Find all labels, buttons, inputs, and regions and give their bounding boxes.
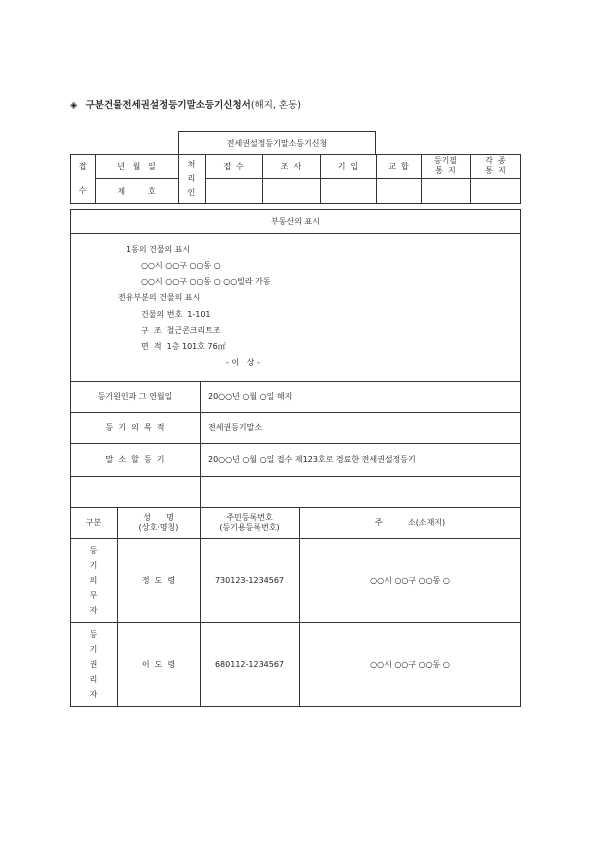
- blank-label: [70, 476, 200, 507]
- parties-header-address: 주 소(소재지): [374, 518, 446, 527]
- building-address-2: ○○시 ○○구 ○○동 ○ ○○빌라 가동: [141, 277, 271, 286]
- cause-value: 20○○년 ○월 ○일 해지: [208, 392, 293, 401]
- obligee-role: 등 기 권 리 자: [89, 630, 98, 699]
- col-registration-notice: 등기필 통 지: [433, 156, 458, 175]
- cause-label: 등기원인과 그 연월일: [97, 392, 173, 401]
- diamond-bullet-icon: ◈: [70, 100, 78, 111]
- cancel-registration-value: 20○○년 ○월 ○일 접수 제123호로 경료한 전세권설정등기: [208, 455, 416, 464]
- col-investigation: 조 사: [280, 161, 302, 171]
- end-mark: - 이 상 -: [226, 358, 260, 367]
- col-reception: 접 수: [223, 161, 244, 171]
- building-address-1: ○○시 ○○구 ○○동 ○: [141, 261, 221, 270]
- purpose-label: 등 기 의 목 적: [105, 423, 165, 432]
- unit-heading: 전유부분의 건물의 표시: [118, 293, 201, 302]
- obligor-name: 정 도 령: [141, 575, 176, 585]
- obligee-id: 680112-1234567: [214, 660, 285, 669]
- col-verification: 교 합: [388, 161, 409, 171]
- obligor-role: 등 기 의 무 자: [89, 545, 98, 615]
- building-heading: 1동의 건물의 표시: [126, 245, 191, 254]
- title-text: 구분건물전세권설정등기말소등기신청서: [85, 100, 251, 111]
- reception-label: 접 수: [78, 162, 87, 195]
- application-type-label: 전세권설정등기말소등기신청: [226, 138, 328, 148]
- parties-header-category: 구분: [85, 518, 102, 527]
- obligee-address: ○○시 ○○구 ○○동 ○: [370, 660, 450, 669]
- obligee-name: 이 도 령: [141, 660, 176, 669]
- processor-label: 처 리 인: [187, 160, 196, 197]
- col-various-notice: 각 종 통 지: [485, 156, 506, 175]
- unit-structure: 구 조 철근콘크리트조: [141, 326, 221, 335]
- parties-header-id: 주민등록번호 (등기용등록번호): [219, 512, 280, 532]
- obligor-id: 730123-1234567: [214, 575, 285, 585]
- unit-number: 건물의 번호 1-101: [141, 310, 211, 319]
- purpose-value: 전세권등기말소: [208, 423, 263, 432]
- obligor-address: ○○시 ○○구 ○○동 ○: [370, 575, 450, 585]
- property-heading: 부동산의 표시: [271, 216, 320, 226]
- title-suffix: (해지, 혼동): [250, 100, 301, 111]
- unit-area: 면 적 1층 101호 76㎡: [141, 342, 226, 351]
- date-label: 년 월 일: [117, 161, 156, 171]
- number-label: 제 호: [117, 186, 156, 196]
- cancel-registration-label: 말 소 할 등 기: [105, 455, 165, 464]
- col-entry: 기 입: [337, 161, 359, 171]
- parties-header-name: 성 명 (상호·명칭): [138, 512, 179, 532]
- document-title: [70, 97, 301, 111]
